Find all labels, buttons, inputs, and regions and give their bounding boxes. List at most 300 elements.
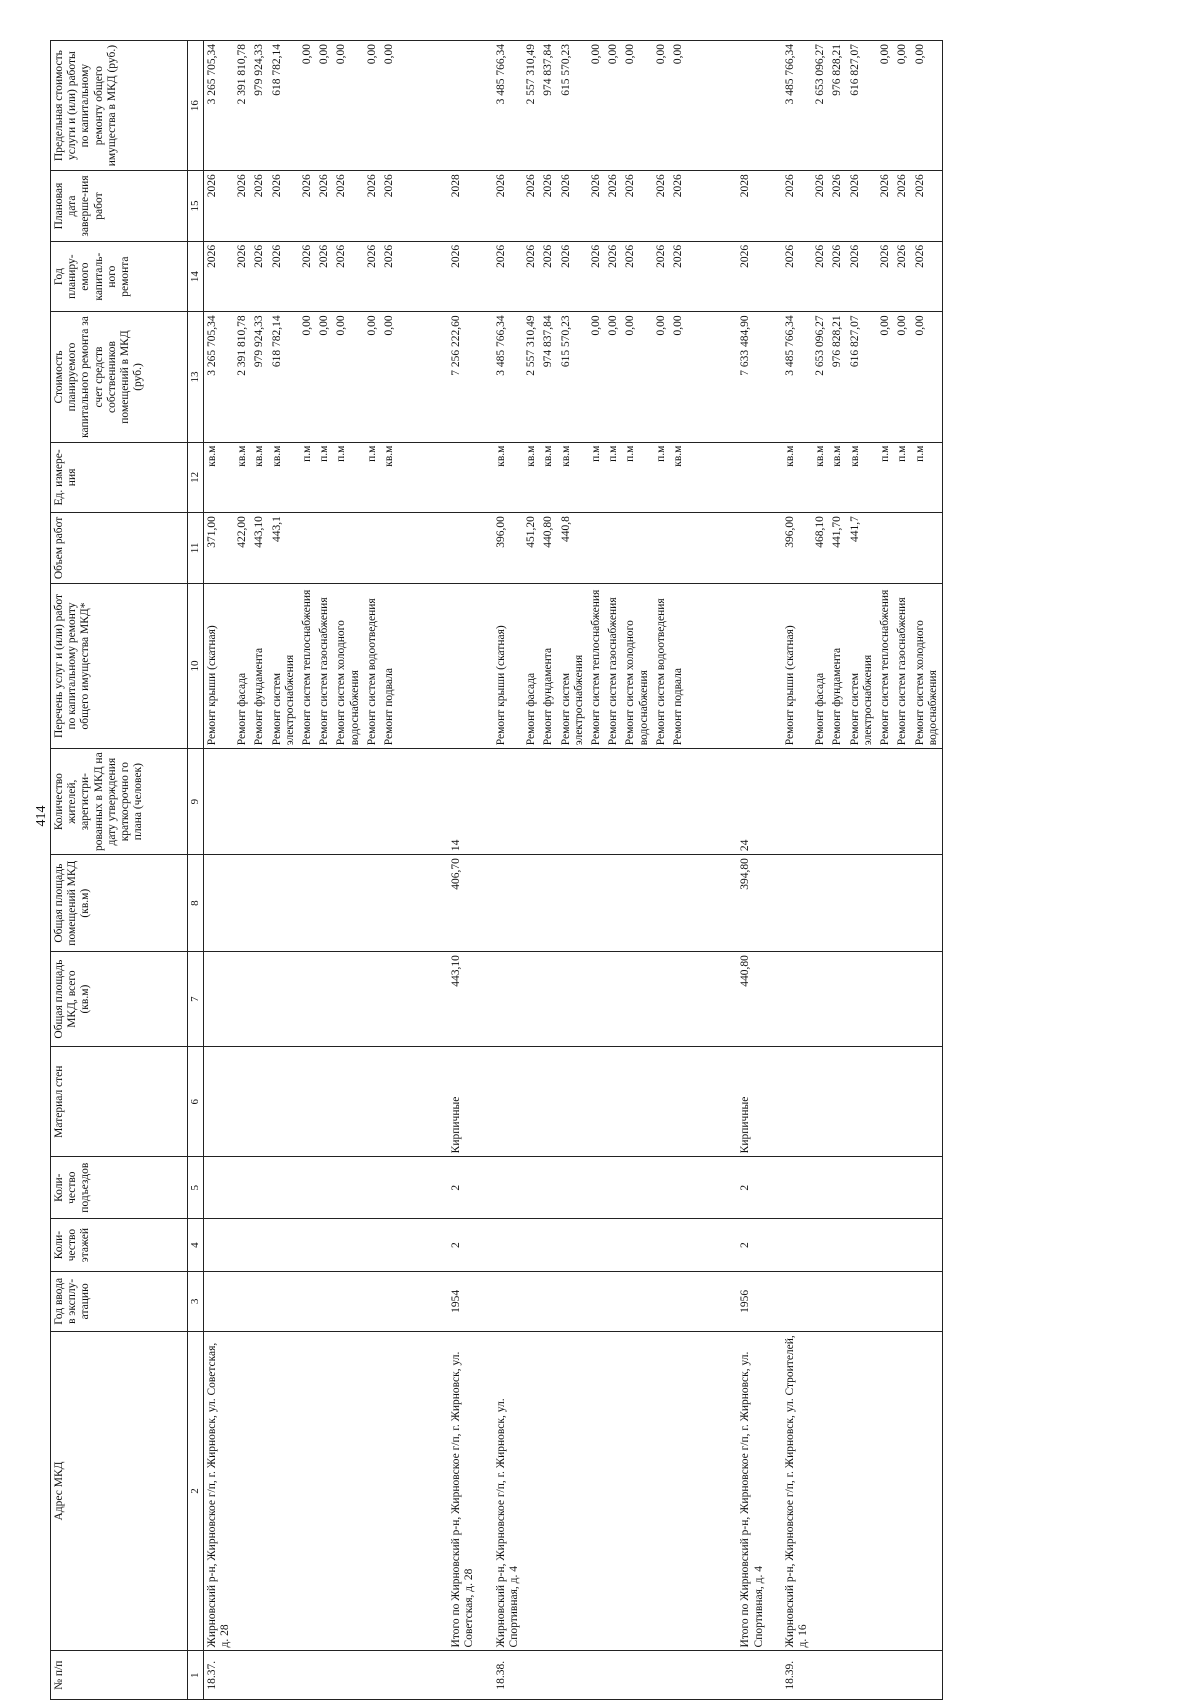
spacer-cell (398, 855, 448, 952)
total-area-cell (540, 952, 557, 1047)
residents-cell (316, 749, 333, 855)
entrances-cell (894, 1157, 911, 1219)
address-cell (829, 1331, 846, 1651)
unit-cell: кв.м (251, 442, 268, 513)
floors-cell (316, 1219, 333, 1272)
table-row (269, 41, 299, 1700)
table-row (251, 41, 268, 1700)
header-cell: Адрес МКД (51, 1331, 188, 1651)
residents-cell (622, 749, 652, 855)
total-area-cell (269, 952, 299, 1047)
row-number-cell (269, 1651, 299, 1700)
material-cell: Кирпичные (737, 1047, 767, 1157)
spacer-cell (479, 1047, 493, 1157)
total-area-cell (333, 952, 363, 1047)
end-year-cell: 2026 (540, 171, 557, 242)
address-cell: Итого по Жирновский р-н, Жирновское г/п, г. Жирновск, ул. Спортивная, д. 4 (737, 1331, 767, 1651)
column-number: 7 (188, 952, 204, 1047)
volume-cell (588, 513, 605, 584)
rooms-area-cell (847, 855, 877, 952)
volume-cell: 441,7 (847, 513, 877, 584)
header-cell: Общая площадь помещений МКД (кв.м) (51, 855, 188, 952)
floors-cell (333, 1219, 363, 1272)
work-cell: Ремонт систем электроснабжения (269, 583, 299, 748)
residents-cell (493, 749, 523, 855)
cost-cell: 0,00 (653, 312, 670, 442)
entrances-cell (316, 1157, 333, 1219)
spacer-cell (768, 312, 782, 442)
limit-cost-cell: 0,00 (316, 41, 333, 171)
material-cell (912, 1047, 943, 1157)
header-cell: № п/п (51, 1651, 188, 1700)
plan-year-cell: 2026 (588, 241, 605, 312)
year-cell (877, 1272, 894, 1332)
column-number: 8 (188, 855, 204, 952)
cost-cell: 0,00 (912, 312, 943, 442)
residents-cell (381, 749, 398, 855)
spacer-cell (479, 1157, 493, 1219)
rooms-area-cell (251, 855, 268, 952)
row-number-cell (251, 1651, 268, 1700)
row-number-cell: 18.37. (203, 1651, 234, 1700)
column-number: 6 (188, 1047, 204, 1157)
spacer-cell (687, 241, 737, 312)
entrances-cell (912, 1157, 943, 1219)
volume-cell (622, 513, 652, 584)
end-year-cell: 2026 (299, 171, 316, 242)
plan-year-cell: 2026 (737, 241, 767, 312)
spacer-cell (768, 1272, 782, 1332)
work-cell: Ремонт фундамента (251, 583, 268, 748)
year-cell (333, 1272, 363, 1332)
volume-cell: 371,00 (203, 513, 234, 584)
address-cell (251, 1331, 268, 1651)
row-number-cell (653, 1651, 670, 1700)
row-number-cell (523, 1651, 540, 1700)
residents-cell (251, 749, 268, 855)
work-cell (448, 583, 478, 748)
cost-cell: 3 265 705,34 (203, 312, 234, 442)
year-cell (653, 1272, 670, 1332)
unit-cell: п.м (364, 442, 381, 513)
end-year-cell: 2026 (523, 171, 540, 242)
entrances-cell (829, 1157, 846, 1219)
address-cell (333, 1331, 363, 1651)
rooms-area-cell (540, 855, 557, 952)
spacer-cell (479, 855, 493, 952)
limit-cost-cell (737, 41, 767, 171)
column-number: 10 (188, 583, 204, 748)
spacer-cell (398, 513, 448, 584)
unit-cell (448, 442, 478, 513)
unit-cell: кв.м (812, 442, 829, 513)
residents-cell: 24 (737, 749, 767, 855)
cost-cell: 0,00 (364, 312, 381, 442)
total-area-cell (622, 952, 652, 1047)
plan-year-cell: 2026 (829, 241, 846, 312)
table-row (588, 41, 605, 1700)
year-cell (558, 1272, 588, 1332)
end-year-cell: 2026 (847, 171, 877, 242)
entrances-cell (605, 1157, 622, 1219)
end-year-cell: 2026 (269, 171, 299, 242)
column-number: 11 (188, 513, 204, 584)
limit-cost-cell (448, 41, 478, 171)
volume-cell (381, 513, 398, 584)
entrances-cell (251, 1157, 268, 1219)
work-cell: Ремонт систем теплоснабжения (877, 583, 894, 748)
rooms-area-cell: 406,70 (448, 855, 478, 952)
total-area-cell (558, 952, 588, 1047)
header-cell: Материал стен (51, 1047, 188, 1157)
material-cell (622, 1047, 652, 1157)
spacer-cell (768, 749, 782, 855)
spacer-cell (687, 583, 737, 748)
spacer-cell (768, 583, 782, 748)
volume-cell: 443,1 (269, 513, 299, 584)
row-number-cell (829, 1651, 846, 1700)
table-row (299, 41, 316, 1700)
year-cell (782, 1272, 812, 1332)
cost-cell: 0,00 (333, 312, 363, 442)
spacer-cell (768, 1157, 782, 1219)
spacer-cell (398, 1331, 448, 1651)
end-year-cell: 2026 (912, 171, 943, 242)
end-year-cell: 2026 (622, 171, 652, 242)
address-cell (812, 1331, 829, 1651)
plan-year-cell: 2026 (523, 241, 540, 312)
unit-cell: кв.м (670, 442, 687, 513)
plan-year-cell: 2026 (269, 241, 299, 312)
year-cell: 1956 (737, 1272, 767, 1332)
material-cell (364, 1047, 381, 1157)
work-cell: Ремонт подвала (381, 583, 398, 748)
end-year-cell: 2026 (251, 171, 268, 242)
floors-cell (493, 1219, 523, 1272)
end-year-cell: 2026 (605, 171, 622, 242)
work-cell: Ремонт систем электроснабжения (847, 583, 877, 748)
residents-cell (912, 749, 943, 855)
work-cell: Ремонт систем теплоснабжения (588, 583, 605, 748)
header-cell: Ед. измере-ния (51, 442, 188, 513)
limit-cost-cell: 2 557 310,49 (523, 41, 540, 171)
total-area-cell (829, 952, 846, 1047)
work-cell: Ремонт систем водоотведения (364, 583, 381, 748)
rooms-area-cell (381, 855, 398, 952)
residents-cell (653, 749, 670, 855)
table-row (782, 41, 812, 1700)
entrances-cell (364, 1157, 381, 1219)
address-cell (316, 1331, 333, 1651)
limit-cost-cell: 974 837,84 (540, 41, 557, 171)
spacer-cell (687, 41, 737, 171)
floors-cell (364, 1219, 381, 1272)
row-number-cell (812, 1651, 829, 1700)
limit-cost-cell: 979 924,33 (251, 41, 268, 171)
cost-cell: 7 256 222,60 (448, 312, 478, 442)
residents-cell (829, 749, 846, 855)
unit-cell: кв.м (782, 442, 812, 513)
residents-cell (203, 749, 234, 855)
floors-cell (251, 1219, 268, 1272)
spacer-cell (687, 513, 737, 584)
residents-cell (605, 749, 622, 855)
plan-year-cell: 2026 (847, 241, 877, 312)
header-cell: Плановая дата заверше-ния работ (51, 171, 188, 242)
plan-year-cell: 2026 (558, 241, 588, 312)
limit-cost-cell: 3 485 766,34 (493, 41, 523, 171)
table-row (234, 41, 251, 1700)
column-number-row (188, 41, 204, 1700)
unit-cell: кв.м (558, 442, 588, 513)
spacer-cell (479, 1331, 493, 1651)
total-area-cell (234, 952, 251, 1047)
header-cell: Предельная стоимость услуги и (или) работы по капитальному ремонту общего имущества в МКД (руб.) (51, 41, 188, 171)
entrances-cell (493, 1157, 523, 1219)
work-cell: Ремонт систем газоснабжения (316, 583, 333, 748)
limit-cost-cell: 0,00 (381, 41, 398, 171)
residents-cell (299, 749, 316, 855)
work-cell: Ремонт крыши (скатная) (493, 583, 523, 748)
plan-year-cell: 2026 (877, 241, 894, 312)
cost-cell: 2 653 096,27 (812, 312, 829, 442)
year-cell (316, 1272, 333, 1332)
spacer-cell (398, 1157, 448, 1219)
floors-cell (670, 1219, 687, 1272)
total-area-cell (299, 952, 316, 1047)
rooms-area-cell (203, 855, 234, 952)
work-cell: Ремонт систем газоснабжения (894, 583, 911, 748)
total-area-cell (523, 952, 540, 1047)
year-cell (381, 1272, 398, 1332)
limit-cost-cell: 3 265 705,34 (203, 41, 234, 171)
header-cell: Год ввода в эксплу-атацию (51, 1272, 188, 1332)
address-cell (588, 1331, 605, 1651)
total-area-cell (670, 952, 687, 1047)
row-number-cell (912, 1651, 943, 1700)
plan-year-cell: 2026 (622, 241, 652, 312)
cost-cell: 979 924,33 (251, 312, 268, 442)
year-cell (812, 1272, 829, 1332)
year-cell (269, 1272, 299, 1332)
row-number-cell (316, 1651, 333, 1700)
rooms-area-cell (605, 855, 622, 952)
spacer-cell (687, 749, 737, 855)
rooms-area-cell (829, 855, 846, 952)
floors-cell (894, 1219, 911, 1272)
cost-cell: 3 485 766,34 (493, 312, 523, 442)
plan-year-cell: 2026 (540, 241, 557, 312)
volume-cell (877, 513, 894, 584)
year-cell (234, 1272, 251, 1332)
spacer-cell (768, 41, 782, 171)
address-cell (670, 1331, 687, 1651)
row-number-cell (234, 1651, 251, 1700)
cost-cell: 7 633 484,90 (737, 312, 767, 442)
spacer-cell (687, 442, 737, 513)
limit-cost-cell: 2 391 810,78 (234, 41, 251, 171)
table-row (622, 41, 652, 1700)
volume-cell: 441,70 (829, 513, 846, 584)
limit-cost-cell: 0,00 (299, 41, 316, 171)
address-cell: Итого по Жирновский р-н, Жирновское г/п, г. Жирновск, ул. Советская, д. 28 (448, 1331, 478, 1651)
cost-cell: 2 391 810,78 (234, 312, 251, 442)
spacer-cell (687, 312, 737, 442)
limit-cost-cell: 0,00 (364, 41, 381, 171)
unit-cell: кв.м (523, 442, 540, 513)
entrances-cell (381, 1157, 398, 1219)
spacer-cell (479, 312, 493, 442)
material-cell (203, 1047, 234, 1157)
year-cell (588, 1272, 605, 1332)
floors-cell (523, 1219, 540, 1272)
year-cell (829, 1272, 846, 1332)
plan-year-cell: 2026 (234, 241, 251, 312)
cost-cell: 615 570,23 (558, 312, 588, 442)
floors-cell (782, 1219, 812, 1272)
plan-year-cell: 2026 (812, 241, 829, 312)
document-rotated-table (50, 40, 1156, 1700)
table-row (333, 41, 363, 1700)
total-area-cell (847, 952, 877, 1047)
total-area-cell (912, 952, 943, 1047)
material-cell (605, 1047, 622, 1157)
residents-cell (782, 749, 812, 855)
table-row (653, 41, 670, 1700)
total-area-cell (653, 952, 670, 1047)
table-row (894, 41, 911, 1700)
entrances-cell (523, 1157, 540, 1219)
unit-cell: п.м (588, 442, 605, 513)
rooms-area-cell (812, 855, 829, 952)
work-cell: Ремонт фасада (812, 583, 829, 748)
row-number-cell (622, 1651, 652, 1700)
unit-cell: кв.м (269, 442, 299, 513)
material-cell (333, 1047, 363, 1157)
table-row (812, 41, 829, 1700)
material-cell (540, 1047, 557, 1157)
volume-cell (299, 513, 316, 584)
rooms-area-cell (333, 855, 363, 952)
material-cell (523, 1047, 540, 1157)
rooms-area-cell (269, 855, 299, 952)
entrances-cell (653, 1157, 670, 1219)
plan-year-cell: 2026 (782, 241, 812, 312)
floors-cell: 2 (737, 1219, 767, 1272)
spacer-cell (687, 952, 737, 1047)
address-cell: Жирновский р-н, Жирновское г/п, г. Жирновск, ул. Спортивная, д. 4 (493, 1331, 523, 1651)
end-year-cell: 2026 (493, 171, 523, 242)
address-cell (877, 1331, 894, 1651)
work-cell: Ремонт подвала (670, 583, 687, 748)
spacer-cell (687, 1219, 737, 1272)
end-year-cell: 2026 (653, 171, 670, 242)
spacer-row (768, 41, 782, 1700)
floors-cell (299, 1219, 316, 1272)
unit-cell: п.м (653, 442, 670, 513)
volume-cell: 468,10 (812, 513, 829, 584)
year-cell (847, 1272, 877, 1332)
spacer-cell (398, 1651, 448, 1700)
table-row (493, 41, 523, 1700)
rooms-area-cell (493, 855, 523, 952)
material-cell (493, 1047, 523, 1157)
cost-cell: 2 557 310,49 (523, 312, 540, 442)
end-year-cell: 2026 (894, 171, 911, 242)
entrances-cell (782, 1157, 812, 1219)
row-number-cell (299, 1651, 316, 1700)
residents-cell (558, 749, 588, 855)
spacer-cell (479, 583, 493, 748)
table-row (670, 41, 687, 1700)
end-year-cell: 2028 (448, 171, 478, 242)
unit-cell: п.м (912, 442, 943, 513)
material-cell (653, 1047, 670, 1157)
address-cell (558, 1331, 588, 1651)
year-cell (251, 1272, 268, 1332)
address-cell (364, 1331, 381, 1651)
entrances-cell (540, 1157, 557, 1219)
floors-cell (877, 1219, 894, 1272)
table-row (381, 41, 398, 1700)
entrances-cell (333, 1157, 363, 1219)
row-number-cell: 18.38. (493, 1651, 523, 1700)
year-cell (364, 1272, 381, 1332)
volume-cell: 440,80 (540, 513, 557, 584)
floors-cell (812, 1219, 829, 1272)
spacer-cell (479, 1651, 493, 1700)
spacer-cell (687, 1331, 737, 1651)
year-cell (203, 1272, 234, 1332)
unit-cell: п.м (333, 442, 363, 513)
address-cell (299, 1331, 316, 1651)
table-row (540, 41, 557, 1700)
header-cell: Коли-чество подъездов (51, 1157, 188, 1219)
address-cell (653, 1331, 670, 1651)
limit-cost-cell: 618 782,14 (269, 41, 299, 171)
header-cell: Количество жителей, зарегистри-рованных в МКД на дату утверждения краткосрочно го плана (человек) (51, 749, 188, 855)
material-cell (269, 1047, 299, 1157)
column-number: 14 (188, 241, 204, 312)
volume-cell (737, 513, 767, 584)
entrances-cell (234, 1157, 251, 1219)
plan-year-cell: 2026 (299, 241, 316, 312)
table-row (829, 41, 846, 1700)
limit-cost-cell: 0,00 (333, 41, 363, 171)
work-cell: Ремонт фундамента (829, 583, 846, 748)
residents-cell (894, 749, 911, 855)
rooms-area-cell (782, 855, 812, 952)
header-row (51, 41, 188, 1700)
limit-cost-cell: 0,00 (912, 41, 943, 171)
entrances-cell (299, 1157, 316, 1219)
spacer-cell (479, 952, 493, 1047)
end-year-cell: 2026 (782, 171, 812, 242)
header-cell: Год планиру-емого капиталь-ного ремонта (51, 241, 188, 312)
unit-cell: п.м (877, 442, 894, 513)
floors-cell (203, 1219, 234, 1272)
total-area-cell (364, 952, 381, 1047)
spacer-row (479, 41, 493, 1700)
material-cell: Кирпичные (448, 1047, 478, 1157)
spacer-cell (479, 1219, 493, 1272)
limit-cost-cell: 615 570,23 (558, 41, 588, 171)
limit-cost-cell: 2 653 096,27 (812, 41, 829, 171)
rooms-area-cell: 394,80 (737, 855, 767, 952)
end-year-cell: 2026 (203, 171, 234, 242)
plan-year-cell: 2026 (605, 241, 622, 312)
spacer-cell (768, 952, 782, 1047)
